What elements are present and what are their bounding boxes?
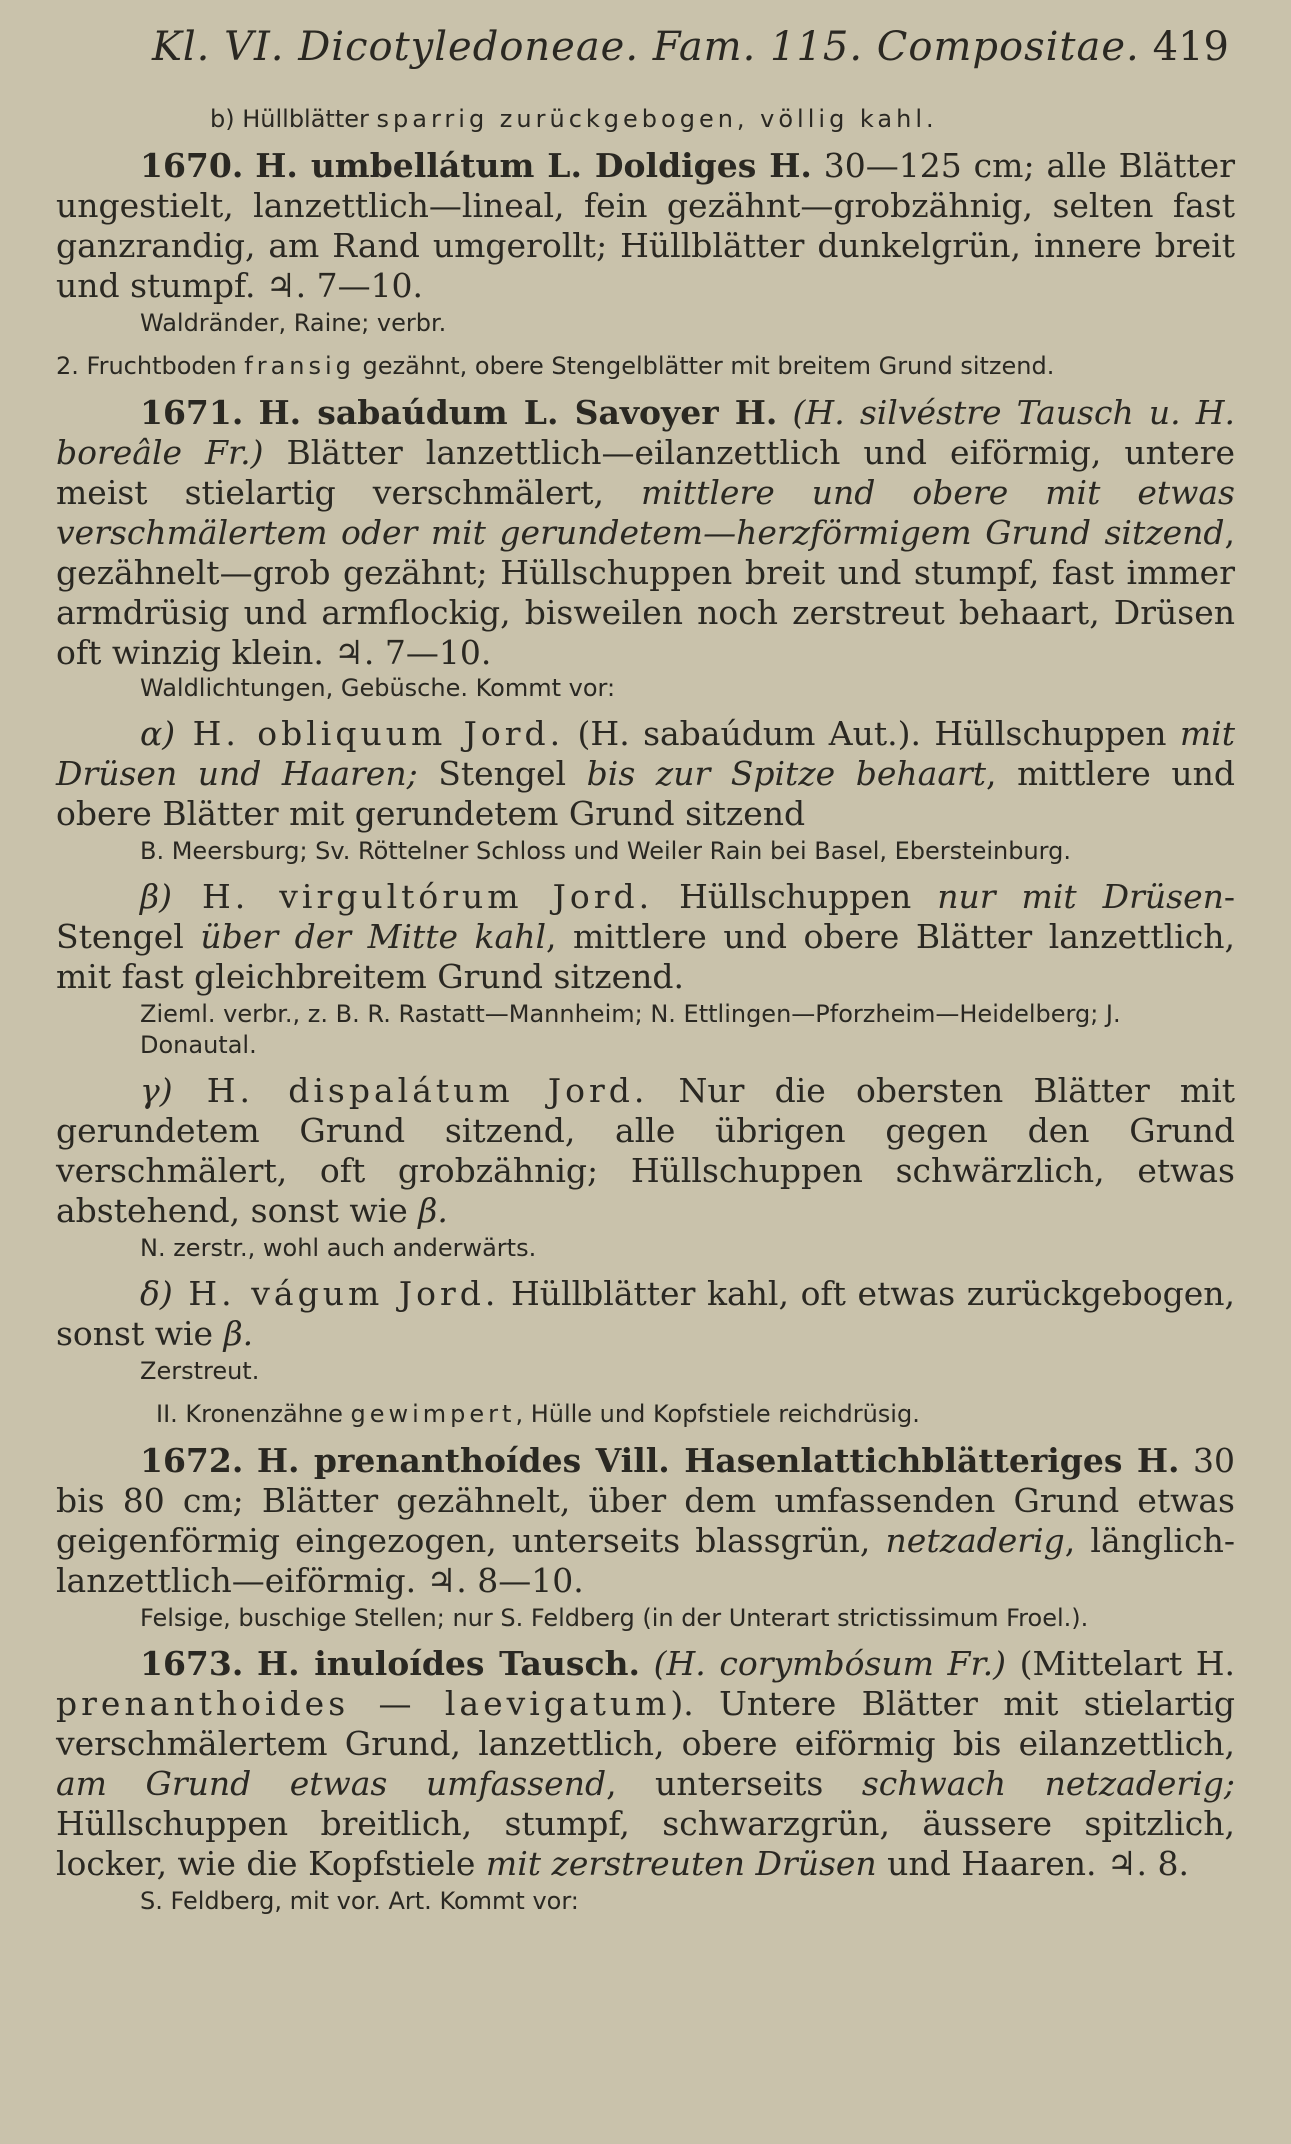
locality-1671: Waldlichtungen, Gebüsche. Kommt vor: (140, 674, 616, 702)
entry-1672: 1672. H. prenanthoídes Vill. Hasenlattichblätteriges H. 30 bis 80 cm; Blätter gezähnelt, über dem umfassenden Grund etwas geigenförmig eingezogen, unterseits blassgrün, netzaderig, länglich-lanzettlich—eiförmig. ♃. 8—10. (56, 1441, 1235, 1600)
running-title: Kl. VI. Dicotyledoneae. Fam. 115. Compositae. (152, 24, 1140, 70)
variety-beta: β) H. virgultórum Jord. Hüllschuppen nur mit Drüsen- Stengel über der Mitte kahl, mittlere und obere Blätter lanzettlich, mit fast gleichbreitem Grund sitzend. (56, 877, 1236, 996)
locality-1672: Felsige, buschige Stellen; nur S. Feldberg (in der Unterart strictissimum Froel.). (140, 1604, 1089, 1632)
subheading-II: II. Kronenzähne gewimpert, Hülle und Kopfstiele reichdrüsig. (156, 1400, 920, 1428)
page-number: 419 (1152, 24, 1229, 70)
entry-1673: 1673. H. inuloídes Tausch. (H. corymbósum Fr.) (Mittelart H. prenanthoides — laevigatum). Untere Blätter mit stielartig verschmälertem Grund, lanzettlich, obere eiförmig bis eilanzettlich, am Grund etwas umfassend, unterseits schwach netzaderig; Hüllschuppen breitlich, stumpf, schwarzgrün, äussere spitzlich, locker, wie die Kopfstiele mit zerstreuten Drüsen und Haaren. ♃. 8. (56, 1644, 1235, 1883)
variety-alpha: α) H. obliquum Jord. (H. sabaúdum Aut.). Hüllschuppen mit Drüsen und Haaren; Stengel bis zur Spitze behaart, mittlere und obere Blätter mit gerundetem Grund sitzend (56, 714, 1235, 833)
entry-1671: 1671. H. sabaúdum L. Savoyer H. (H. silvéstre Tausch u. H. boreâle Fr.) Blätter lanzettlich—eilanzettlich und eiförmig, untere meist stielartig verschmälert, mittlere und obere mit etwas verschmälertem oder mit gerundetem—herzförmigem Grund sitzend, gezähnelt—grob gezähnt; Hüllschuppen breit und stumpf, fast immer armdrüsig und armflockig, bisweilen noch zerstreut behaart, Drüsen oft winzig klein. ♃. 7—10. (56, 393, 1235, 672)
locality-1673: S. Feldberg, mit vor. Art. Kommt vor: (140, 1887, 579, 1915)
locality-alpha: B. Meersburg; Sv. Röttelner Schloss und Weiler Rain bei Basel, Ebersteinburg. (140, 837, 1071, 865)
locality-beta: Zieml. verbr., z. B. R. Rastatt—Mannheim; N. Ettlingen—Pforzheim—Heidelberg; J. Donautal. (140, 1000, 1121, 1059)
running-header (152, 24, 1229, 94)
locality-1670: Waldränder, Raine; verbr. (140, 309, 447, 337)
subheading-b: b) Hüllblätter sparrig zurückgebogen, völlig kahl. (210, 105, 938, 133)
locality-gamma: N. zerstr., wohl auch anderwärts. (140, 1234, 537, 1262)
entry-1670: 1670. H. umbellátum L. Doldiges H. 30—125 cm; alle Blätter ungestielt, lanzettlich—lineal, fein gezähnt—grobzähnig, selten fast ganzrandig, am Rand umgerollt; Hüllblätter dunkelgrün, innere breit und stumpf. ♃. 7—10. (56, 146, 1235, 305)
variety-gamma: γ) H. dispalátum Jord. Nur die obersten Blätter mit gerundetem Grund sitzend, alle übrigen gegen den Grund verschmälert, oft grobzähnig; Hüllschuppen schwärzlich, etwas abstehend, sonst wie β. (56, 1071, 1236, 1230)
variety-delta: δ) H. vágum Jord. Hüllblätter kahl, oft etwas zurückgebogen, sonst wie β. (56, 1274, 1235, 1353)
subheading-2: 2. Fruchtboden fransig gezähnt, obere Stengelblätter mit breitem Grund sitzend. (56, 352, 1055, 380)
locality-delta: Zerstreut. (140, 1357, 260, 1385)
